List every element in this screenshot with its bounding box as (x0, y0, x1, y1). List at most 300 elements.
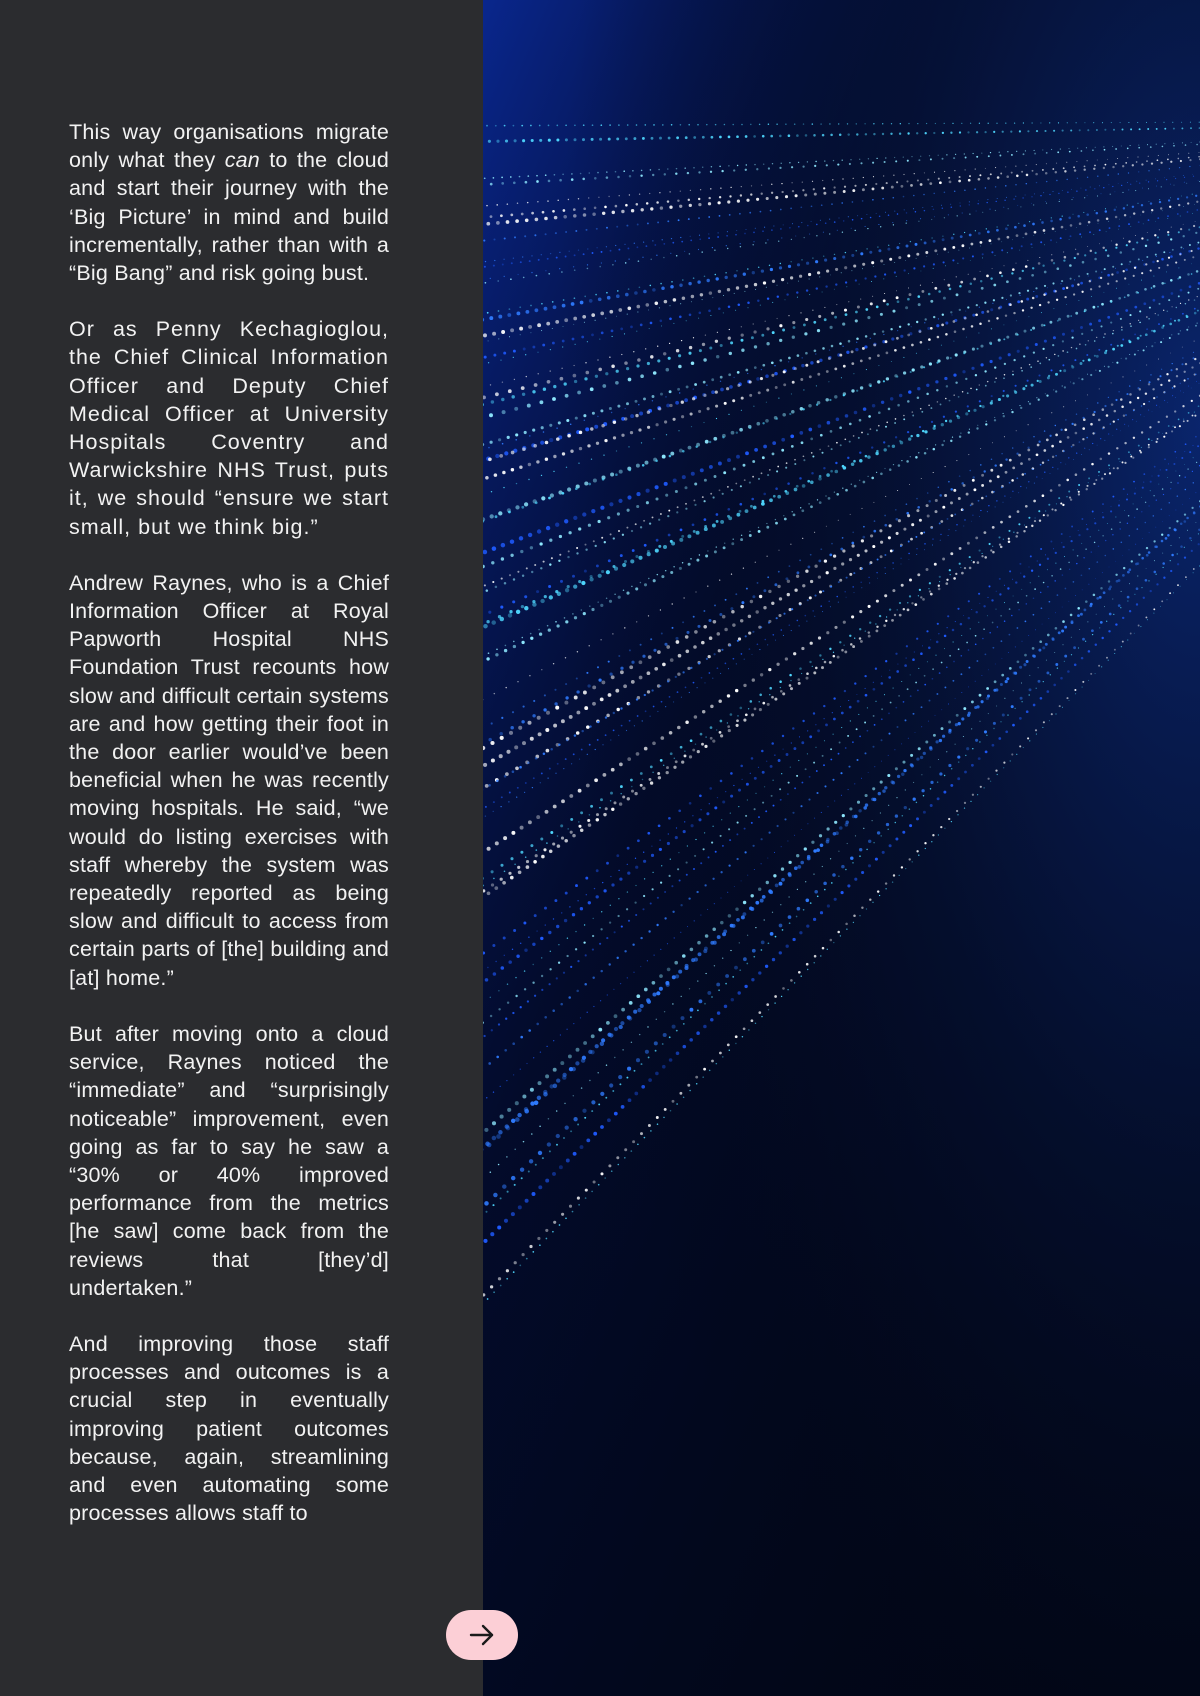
light-dot (857, 700, 860, 703)
light-dot (1001, 640, 1003, 642)
light-dot (668, 817, 671, 820)
light-dot (943, 261, 945, 263)
light-dot (505, 1018, 507, 1020)
light-dot (518, 870, 522, 874)
light-dot (566, 467, 567, 468)
light-dot (657, 574, 658, 575)
light-dot (910, 695, 912, 697)
light-dot (775, 386, 778, 389)
light-dot (798, 760, 799, 761)
light-dot (627, 871, 630, 874)
light-dot (826, 631, 829, 634)
light-dot (609, 921, 611, 923)
light-dot (811, 472, 814, 475)
light-dot (817, 329, 820, 332)
light-dot (491, 870, 494, 873)
light-dot (973, 488, 976, 491)
light-dot (495, 586, 498, 589)
light-dot (990, 360, 993, 363)
light-dot (1105, 540, 1106, 541)
light-dot (959, 563, 961, 565)
light-dot (941, 709, 942, 710)
light-dot (564, 318, 568, 322)
light-dot (730, 924, 734, 928)
light-dot (894, 422, 896, 424)
light-dot (787, 580, 790, 583)
light-dot (906, 503, 908, 505)
light-dot (1006, 394, 1009, 397)
light-dot (496, 780, 499, 783)
light-dot (852, 544, 855, 547)
light-dot (819, 276, 820, 277)
light-dot (1016, 532, 1018, 534)
light-dot (1165, 469, 1167, 471)
light-dot (941, 324, 944, 327)
light-dot (1142, 487, 1144, 489)
light-dot (908, 437, 911, 440)
light-dot (921, 411, 923, 413)
light-dot (576, 731, 580, 735)
light-dot (1133, 410, 1135, 412)
light-dot (888, 713, 890, 715)
light-dot (1013, 312, 1015, 314)
light-dot (953, 373, 956, 376)
light-dot (808, 273, 811, 276)
light-dot (884, 273, 886, 275)
light-dot (892, 310, 895, 313)
light-dot (956, 276, 957, 277)
light-dot (822, 180, 823, 181)
light-dot (545, 810, 549, 814)
light-dot (728, 414, 729, 415)
light-dot (792, 321, 795, 324)
light-dot (485, 815, 486, 816)
light-dot (706, 812, 709, 815)
light-dot (878, 249, 881, 252)
light-dot (1049, 601, 1051, 603)
light-dot (1167, 534, 1170, 537)
light-dot (903, 528, 906, 531)
light-dot (1004, 200, 1005, 201)
light-dot (1016, 430, 1017, 431)
light-dot (697, 625, 700, 628)
light-dot (845, 252, 846, 253)
light-dot (1085, 548, 1087, 550)
light-dot (665, 494, 668, 497)
light-dot (549, 424, 552, 427)
light-dot (699, 312, 702, 315)
light-dot (706, 124, 708, 126)
light-dot (762, 702, 765, 705)
light-dot (1086, 437, 1088, 439)
light-dot (549, 595, 553, 599)
light-dot (508, 960, 512, 964)
light-dot (959, 285, 962, 288)
light-dot (698, 318, 699, 319)
light-dot (789, 413, 791, 415)
light-dot (1084, 254, 1086, 256)
light-dot (576, 547, 578, 549)
light-dot (1042, 348, 1044, 350)
light-dot (1151, 287, 1153, 289)
light-dot (1087, 374, 1088, 375)
light-dot (628, 288, 630, 290)
light-dot (870, 534, 873, 537)
light-dot (1066, 304, 1067, 305)
light-dot (617, 290, 619, 292)
light-dot (568, 550, 570, 552)
light-dot (850, 514, 851, 515)
light-dot (1130, 456, 1132, 458)
light-dot (1121, 263, 1123, 265)
light-dot (1052, 227, 1055, 230)
light-dot (525, 310, 529, 314)
light-dot (682, 475, 686, 479)
light-dot (752, 631, 754, 633)
light-dot (1163, 251, 1165, 253)
light-dot (1137, 576, 1138, 577)
light-dot (949, 419, 952, 422)
light-dot (642, 137, 645, 140)
light-dot (673, 701, 674, 702)
light-dot (508, 389, 512, 393)
light-dot (620, 785, 623, 788)
light-dot (490, 1171, 492, 1173)
light-dot (717, 667, 719, 669)
light-dot (759, 694, 762, 697)
light-dot (851, 254, 854, 257)
light-dot (1015, 535, 1018, 538)
light-dot (995, 506, 996, 507)
light-dot (797, 297, 798, 298)
light-dot (976, 427, 978, 429)
light-dot (520, 851, 523, 854)
light-dot (1007, 236, 1010, 239)
light-dot (704, 500, 706, 502)
light-dot (516, 796, 517, 797)
light-dot (849, 706, 852, 709)
light-dot (1020, 206, 1021, 207)
light-dot (1071, 199, 1072, 200)
light-dot (746, 164, 747, 165)
light-dot (925, 741, 928, 744)
light-dot (544, 694, 546, 696)
light-dot (894, 271, 896, 273)
light-dot (831, 203, 833, 205)
light-dot (1124, 424, 1125, 425)
light-dot (714, 550, 717, 553)
light-dot (619, 877, 622, 880)
light-dot (779, 882, 783, 886)
light-dot (1070, 224, 1073, 227)
light-dot (1024, 654, 1027, 657)
light-dot (937, 401, 939, 403)
light-dot (953, 341, 954, 342)
light-dot (584, 420, 586, 422)
light-dot (640, 772, 643, 775)
light-dot (805, 570, 808, 573)
light-dot (554, 689, 556, 691)
light-dot (1146, 122, 1147, 123)
light-dot (788, 861, 791, 864)
light-dot (766, 761, 767, 762)
light-dot (755, 927, 756, 928)
light-dot (703, 422, 704, 423)
light-dot (823, 232, 824, 233)
light-dot (621, 926, 623, 928)
light-dot (548, 983, 550, 985)
light-dot (690, 558, 691, 559)
light-dot (587, 684, 590, 687)
light-dot (547, 258, 549, 260)
light-dot (556, 1110, 558, 1112)
light-dot (691, 824, 694, 827)
light-dot (571, 173, 573, 175)
light-dot (1039, 519, 1041, 521)
light-dot (1032, 327, 1035, 330)
light-dot (589, 744, 591, 746)
light-dot (797, 678, 800, 681)
light-dot (1038, 510, 1040, 512)
light-dot (502, 410, 506, 414)
light-dot (600, 639, 601, 640)
light-dot (747, 373, 748, 374)
light-dot (777, 495, 781, 499)
light-dot (903, 415, 905, 417)
light-dot (705, 934, 709, 938)
light-dot (1137, 337, 1140, 340)
light-dot (696, 531, 700, 535)
light-dot (545, 458, 548, 461)
light-dot (807, 225, 809, 227)
light-dot (1172, 395, 1173, 396)
light-dot (1184, 177, 1185, 178)
light-dot (1104, 129, 1106, 131)
light-dot (768, 167, 770, 169)
light-dot (611, 883, 614, 886)
light-dot (821, 666, 824, 669)
light-dot (615, 171, 617, 173)
light-dot (844, 650, 847, 653)
light-dot (600, 698, 604, 702)
light-dot (573, 1023, 574, 1024)
light-dot (1156, 441, 1158, 443)
light-dot (718, 307, 721, 310)
article-body (69, 118, 389, 1527)
light-dot (937, 254, 938, 255)
light-dot (1019, 666, 1022, 669)
light-dot (601, 251, 603, 253)
light-dot (690, 667, 692, 669)
light-dot (1111, 506, 1112, 507)
light-dot (1048, 618, 1049, 619)
light-dot (999, 578, 1001, 580)
light-dot (549, 563, 551, 565)
light-dot (816, 287, 818, 289)
light-dot (1074, 169, 1076, 171)
light-dot (682, 562, 683, 563)
light-dot (1047, 514, 1049, 516)
light-dot (527, 202, 528, 203)
light-dot (578, 463, 579, 464)
light-dot (708, 237, 710, 239)
light-dot (799, 477, 802, 480)
light-dot (882, 133, 884, 135)
light-dot (688, 563, 691, 566)
light-dot (918, 303, 921, 306)
light-dot (664, 300, 668, 304)
light-dot (791, 166, 793, 168)
light-dot (879, 529, 882, 532)
light-dot (936, 693, 938, 695)
light-dot (624, 333, 625, 334)
light-dot (805, 768, 807, 770)
light-dot (587, 341, 588, 342)
light-dot (584, 706, 588, 710)
light-dot (737, 384, 740, 387)
light-dot (511, 831, 515, 835)
light-dot (907, 298, 910, 301)
light-dot (904, 664, 907, 667)
light-dot (555, 320, 559, 324)
light-dot (611, 675, 615, 679)
light-dot (483, 240, 485, 242)
light-dot (618, 308, 622, 312)
light-dot (861, 539, 864, 542)
light-dot (1176, 457, 1177, 458)
light-dot (1015, 646, 1016, 647)
light-dot (1184, 513, 1186, 515)
light-dot (781, 846, 782, 847)
light-dot (1116, 429, 1117, 430)
light-dot (763, 163, 764, 164)
light-dot (755, 793, 756, 794)
light-dot (769, 498, 773, 502)
light-dot (1063, 259, 1065, 261)
light-dot (845, 313, 848, 316)
light-dot (739, 213, 741, 215)
light-dot (799, 275, 802, 278)
light-dot (978, 200, 979, 201)
light-dot (1075, 595, 1076, 596)
light-dot (1158, 323, 1160, 325)
light-dot (610, 876, 611, 877)
paragraph-4: But after moving onto a cloud service, Raynes noticed the “immediate” and “surprisingly noticeable” improvement, even going as far to say he saw a “30% or 40% improved performance from the metrics [he saw] come back from the reviews that [they’d] undertaken.” (69, 1021, 389, 1300)
light-dot (600, 604, 603, 607)
light-dot (1107, 254, 1110, 257)
light-dot (568, 996, 571, 999)
light-dot (540, 782, 541, 783)
light-dot (508, 801, 509, 802)
light-dot (1108, 184, 1109, 185)
light-dot (1093, 168, 1095, 170)
light-dot (735, 310, 736, 311)
light-dot (906, 512, 909, 515)
light-dot (660, 882, 662, 884)
light-dot (830, 858, 831, 859)
light-dot (730, 812, 731, 813)
light-dot (620, 328, 623, 331)
light-dot (680, 303, 681, 304)
light-dot (623, 684, 627, 688)
light-dot (1081, 378, 1083, 380)
light-dot (1177, 158, 1179, 160)
light-dot (1051, 637, 1054, 640)
light-dot (982, 405, 985, 408)
light-dot (1196, 381, 1197, 382)
light-dot (784, 518, 787, 521)
light-dot (907, 323, 909, 325)
light-dot (1160, 341, 1162, 343)
light-dot (869, 622, 871, 624)
light-dot (831, 345, 834, 348)
light-dot (941, 727, 944, 730)
light-dot (515, 1117, 520, 1122)
light-dot (1143, 224, 1144, 225)
light-dot (749, 380, 752, 383)
light-dot (959, 250, 960, 251)
light-dot (1135, 544, 1136, 545)
light-dot (1189, 498, 1190, 499)
light-dot (1006, 197, 1007, 198)
light-dot (810, 361, 813, 364)
light-dot (600, 409, 603, 412)
light-dot (968, 667, 970, 669)
light-dot (612, 264, 614, 266)
light-dot (694, 920, 695, 921)
light-dot (1050, 541, 1052, 543)
light-dot (887, 248, 890, 251)
light-dot (484, 177, 486, 179)
light-dot (1183, 224, 1184, 225)
light-dot (1047, 569, 1048, 570)
light-dot (666, 368, 670, 372)
light-dot (781, 629, 783, 631)
light-dot (701, 743, 704, 746)
light-dot (846, 286, 847, 287)
light-dot (490, 1015, 492, 1017)
light-dot (500, 359, 501, 360)
light-dot (992, 551, 995, 554)
light-dot (1046, 660, 1047, 661)
light-dot (576, 552, 578, 554)
light-dot (935, 510, 938, 513)
light-dot (516, 483, 517, 484)
light-dot (753, 330, 756, 333)
light-dot (1034, 520, 1036, 522)
light-dot (767, 239, 768, 240)
light-dot (515, 433, 518, 436)
light-dot (1130, 325, 1132, 327)
light-dot (990, 308, 993, 311)
light-dot (858, 714, 859, 715)
light-dot (785, 467, 787, 469)
light-dot (713, 496, 715, 498)
light-dot (791, 742, 792, 743)
light-dot (663, 243, 665, 245)
light-dot (754, 777, 757, 780)
light-dot (911, 156, 912, 157)
light-dot (1128, 568, 1131, 571)
light-dot (856, 728, 858, 730)
light-dot (961, 123, 962, 124)
light-dot (810, 480, 814, 484)
light-dot (1133, 212, 1135, 214)
light-dot (979, 694, 982, 697)
light-dot (582, 512, 586, 516)
light-dot (834, 316, 837, 319)
light-dot (1136, 181, 1137, 182)
